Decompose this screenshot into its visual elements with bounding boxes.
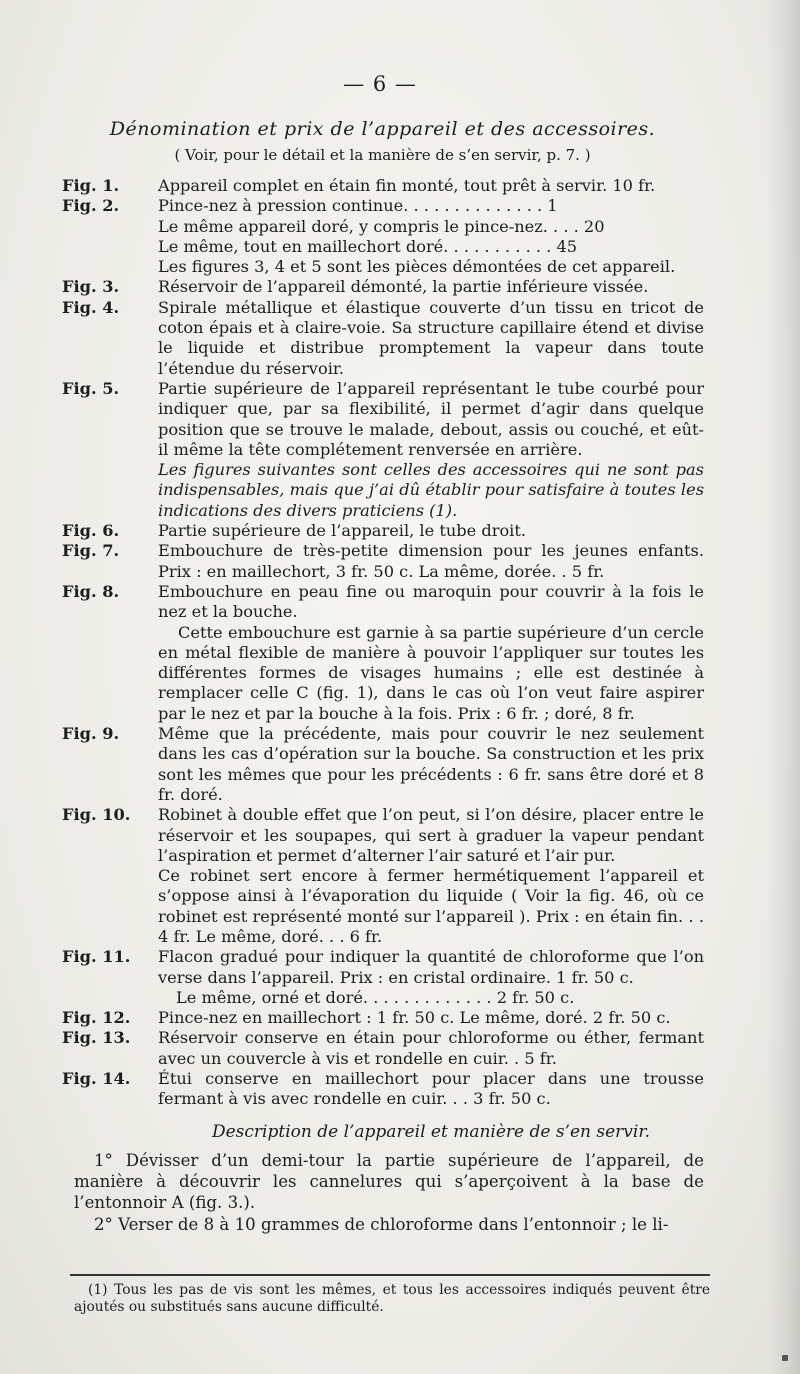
figure-entry: [62, 176, 704, 196]
figure-label: Fig. 3.: [62, 277, 120, 297]
figure-text: Appareil complet en étain fin monté, tout prêt à servir. 10 fr.: [158, 176, 656, 195]
footnote-text: (1) Tous les pas de vis sont les mêmes, et tous les accessoires indiqués peuvent être ajoutés ou substitués sans aucune difficulté.: [74, 1282, 710, 1315]
section-subheading: ( Voir, pour le détail et la manière de s’en servir, p. 7. ): [174, 146, 591, 164]
accessories-note: Les figures suivantes sont celles des accessoires qui ne sont pas indispensables, mais que j’ai dû établir pour satisfaire à toutes les indications des divers praticiens (1).: [158, 460, 704, 520]
figure-entry: [62, 1028, 704, 1069]
figure-entry: [62, 805, 704, 866]
figure-text: Embouchure en peau fine ou maroquin pour couvrir à la fois le nez et la bouche.: [158, 581, 704, 622]
figure-label: Fig. 14.: [62, 1069, 131, 1089]
page-edge-shadow: [766, 0, 800, 1374]
figure-label: Fig. 7.: [62, 541, 120, 561]
figure-text: Le même, tout en maillechort doré. . . . . . . . . . . 45: [158, 236, 578, 256]
figure-entry: [62, 196, 704, 216]
footnote: [74, 1282, 710, 1316]
description-heading: Description de l’appareil et manière de s’en servir.: [211, 1121, 650, 1142]
figure-text: Étui conserve en maillechort pour placer dans une trousse fermant à vis avec rondelle en cuir. . . 3 fr. 50 c.: [158, 1069, 704, 1109]
figure-text: Pince-nez en maillechort : 1 fr. 50 c. Le même, doré. 2 fr. 50 c.: [158, 1008, 671, 1028]
figure-label: Fig. 4.: [62, 297, 120, 317]
figure-text: Robinet à double effet que l’on peut, si l’on désire, placer entre le réservoir et les soupapes, qui sert à graduer la vapeur pendant l’aspiration et permet d’alterner l’air saturé et l’air pur.: [158, 805, 704, 865]
figure-label: Fig. 2.: [62, 196, 120, 216]
figure-label: Fig. 13.: [62, 1028, 131, 1048]
figure-label: Fig. 5.: [62, 378, 120, 398]
scan-mark: [782, 1355, 788, 1361]
figure-entry: [62, 947, 704, 988]
figure-text: Spirale métallique et élastique couverte d’un tissu en tricot de coton épais et à claire-voie. Sa structure capillaire étend et divise le liquide et distribue promptement la vapeur dans toute l’étendue du réservoir.: [158, 297, 704, 378]
figure-entry: [62, 541, 704, 582]
footnote-rule: [70, 1274, 710, 1276]
figure-label: Fig. 1.: [62, 176, 120, 195]
figure-text: Pince-nez à pression continue. . . . . . . . . . . . . . 1: [158, 196, 558, 216]
figure-entry: [62, 724, 704, 805]
figure-text: Le même, orné et doré. . . . . . . . . . . . . 2 fr. 50 c.: [176, 987, 575, 1007]
figure-entry: [62, 1008, 704, 1028]
figure-list: [62, 176, 704, 1236]
page-number: — 6 —: [343, 72, 417, 96]
figure-entry: [62, 521, 704, 541]
figure-text: Même que la précédente, mais pour couvrir le nez seulement dans les cas d’opération sur la bouche. Sa construction et les prix sont les mêmes que pour les précédents : 6 fr. sans être doré et 8 fr. doré.: [158, 724, 704, 804]
figure-text: Embouchure de très-petite dimension pour les jeunes enfants. Prix : en maillechort, 3 fr. 50 c. La même, dorée. . 5 fr.: [158, 541, 704, 581]
figure-label: Fig. 11.: [62, 947, 131, 967]
instructions: [62, 1150, 704, 1235]
figure-entry: [62, 379, 704, 460]
figure-entry: [62, 582, 704, 623]
figure-entry: [62, 298, 704, 379]
figure-label: Fig. 10.: [62, 805, 131, 825]
instruction-step: 1° Dévisser d’un demi-tour la partie supérieure de l’appareil, de manière à découvrir les cannelures qui s’aperçoivent à la base de l’entonnoir A (fig. 3.).: [74, 1150, 704, 1212]
figure-text: Réservoir conserve en étain pour chloroforme ou éther, fermant avec un couvercle à vis et rondelle en cuir. . 5 fr.: [158, 1028, 704, 1068]
figure-text: Partie supérieure de l’appareil représentant le tube courbé pour indiquer que, par sa flexibilité, il permet d’agir dans quelque position que se trouve le malade, debout, assis ou couché, et eût-il même la tête complétement renversée en arrière.: [158, 378, 704, 459]
figure-text: Partie supérieure de l’appareil, le tube droit.: [158, 521, 527, 541]
figure-label: Fig. 8.: [62, 581, 120, 601]
figure-label: Fig. 12.: [62, 1008, 131, 1028]
figure-label: Fig. 6.: [62, 521, 120, 541]
section-heading: Dénomination et prix de l’appareil et des accessoires.: [109, 118, 656, 140]
figure-text: Réservoir de l’appareil démonté, la partie inférieure vissée.: [158, 277, 649, 297]
figure-entry: [62, 277, 704, 297]
instruction-step: 2° Verser de 8 à 10 grammes de chloroforme dans l’entonnoir ; le li-: [94, 1214, 669, 1234]
figure-text: Flacon gradué pour indiquer la quantité de chloroforme que l’on verse dans l’appareil. Prix : en cristal ordinaire. 1 fr. 50 c.: [158, 947, 704, 987]
figure-entry: [62, 1069, 704, 1110]
figure-text: Le même appareil doré, y compris le pince-nez. . . . 20: [158, 216, 605, 236]
figure-text: Cette embouchure est garnie à sa partie supérieure d’un cercle en métal flexible de manière à pouvoir l’appliquer sur toutes les différentes formes de visages humains ; elle est destinée à remplacer celle C (fig. 1), dans le cas où l’on veut faire aspirer par le nez et par la bouche à la fois. Prix : 6 fr. ; doré, 8 fr.: [158, 622, 704, 723]
figure-text: Ce robinet sert encore à fermer hermétiquement l’appareil et s’oppose ainsi à l’évaporation du liquide ( Voir la fig. 46, où ce robinet est représenté monté sur l’appareil ). Prix : en étain fin. . . 4 fr. Le même, doré. . . 6 fr.: [158, 866, 704, 946]
figure-label: Fig. 9.: [62, 724, 120, 744]
figure-note: Les figures 3, 4 et 5 sont les pièces démontées de cet appareil.: [158, 257, 676, 277]
